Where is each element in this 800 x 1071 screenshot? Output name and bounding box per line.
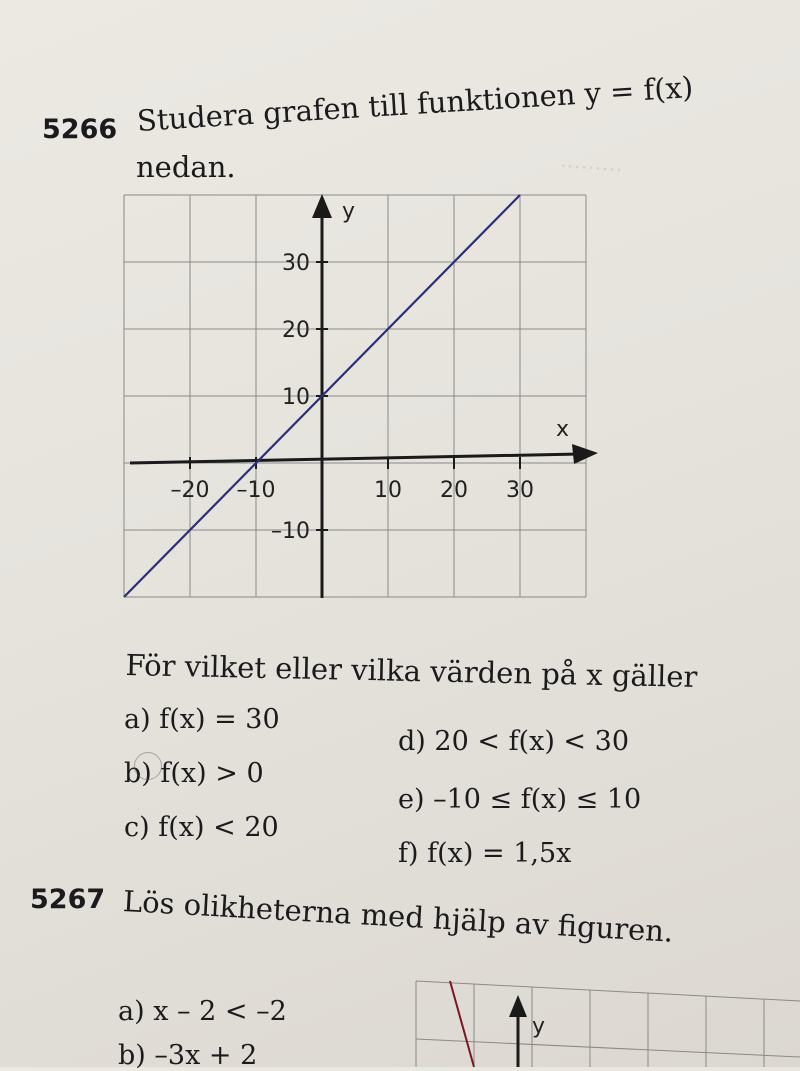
subquestion-e: [398, 784, 641, 815]
subquestion-text: f(x) < 20: [158, 812, 279, 843]
pencil-circle-mark: [134, 752, 162, 780]
problem-number-5266: 5266: [42, 114, 118, 145]
graph-axes: [130, 210, 580, 598]
y-axis-label: y: [342, 199, 356, 224]
subquestion-text: f(x) = 30: [159, 704, 280, 735]
subquestion-c: [124, 812, 279, 843]
x-tick-label: –20: [170, 478, 210, 503]
x-axis: [130, 454, 580, 463]
subquestion-label: a): [118, 996, 145, 1027]
second-graph-grid: [416, 981, 800, 1067]
subquestion-label: b): [118, 1040, 146, 1071]
subquestion-d: [398, 726, 629, 757]
y-tick-label: 20: [282, 318, 310, 343]
y-tick-label: 30: [282, 251, 310, 276]
subquestion-text: x – 2 < –2: [153, 996, 287, 1027]
x-tick-label: –10: [236, 478, 276, 503]
x-axis-label: x: [556, 417, 570, 442]
subquestion-label: b): [124, 758, 152, 789]
x-tick-label: 20: [440, 478, 468, 503]
y-axis-arrowhead: [312, 194, 332, 218]
subquestion-label: e): [398, 784, 425, 815]
second-graph-y-label: y: [532, 1014, 546, 1039]
second-graph-line: [450, 981, 474, 1067]
subquestion-label: d): [398, 726, 426, 757]
second-graph-partial: [410, 975, 800, 1067]
subquestion-text: –10 ≤ f(x) ≤ 10: [433, 784, 642, 815]
problem-5267-item-a: [118, 996, 287, 1027]
x-tick-label: 30: [506, 478, 534, 503]
subquestion-f: [398, 838, 571, 869]
subquestion-text: f(x) = 1,5x: [427, 838, 572, 869]
subquestion-label: f): [398, 838, 419, 869]
subquestion-a: [124, 704, 280, 735]
subquestion-text: 20 < f(x) < 30: [434, 726, 629, 757]
problem-5266-intro-line1: Studera grafen till funktionen y = f(x): [136, 69, 695, 138]
problem-5267-intro: Lös olikheterna med hjälp av figuren.: [122, 884, 675, 949]
problem-number-5267: 5267: [30, 884, 106, 915]
subquestion-label: c): [124, 812, 150, 843]
y-tick-label: 10: [282, 385, 310, 410]
second-graph-y-arrowhead: [509, 995, 527, 1017]
question-text: För vilket eller vilka värden på x gäller: [125, 648, 698, 694]
problem-5267-item-b: [118, 1040, 257, 1071]
problem-5266-intro-line2: nedan.: [136, 150, 236, 184]
bleed-through-text: .........: [559, 147, 624, 178]
tick-labels: [171, 251, 535, 544]
y-tick-label: –10: [271, 519, 310, 544]
subquestion-text: –3x + 2: [154, 1040, 258, 1071]
x-tick-label: 10: [374, 478, 402, 503]
graph-grid: [124, 195, 586, 597]
subquestion-label: a): [124, 704, 151, 735]
x-axis-arrowhead: [572, 444, 598, 464]
subquestion-text: f(x) > 0: [160, 758, 264, 789]
